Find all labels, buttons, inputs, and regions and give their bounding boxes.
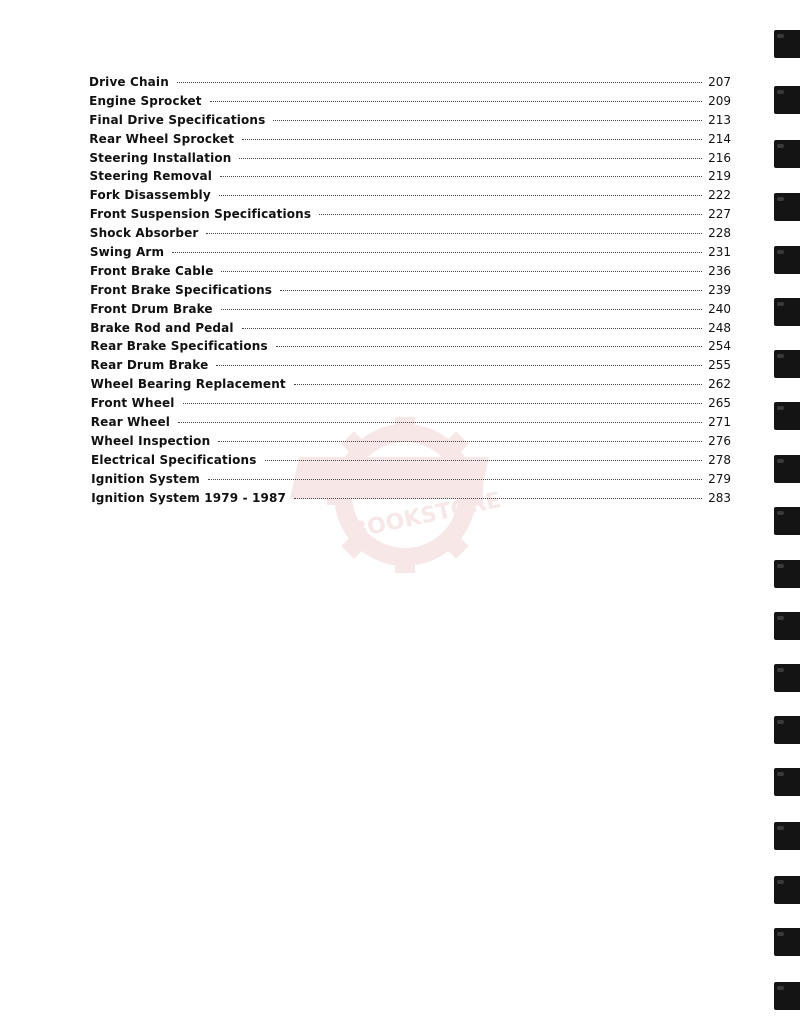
toc-entry-title[interactable]: Wheel Inspection (90, 433, 211, 448)
binding-hole (774, 612, 800, 640)
dot-leader (280, 290, 702, 291)
dot-leader (183, 403, 702, 404)
toc-entry-page[interactable]: 228 (708, 226, 731, 241)
toc-entry-title[interactable]: Wheel Bearing Replacement (90, 377, 286, 392)
dot-leader (242, 139, 702, 140)
toc-entry-page[interactable]: 214 (708, 131, 731, 146)
toc-entry-page[interactable]: 276 (708, 433, 731, 448)
dot-leader (208, 479, 702, 480)
dot-leader (239, 158, 702, 159)
toc-entry-title[interactable]: Front Brake Cable (90, 263, 214, 278)
toc-entry-title[interactable]: Shock Absorber (89, 226, 199, 241)
binding-hole (774, 876, 800, 904)
toc-entry-page[interactable]: 265 (708, 396, 731, 411)
dot-leader (265, 460, 702, 461)
toc-entry-title[interactable]: Rear Brake Specifications (90, 339, 268, 354)
dot-leader (177, 82, 702, 83)
toc-entry-page[interactable]: 219 (708, 169, 731, 184)
toc-entry[interactable] (90, 262, 731, 281)
toc-entry[interactable] (91, 356, 732, 375)
dot-leader (172, 252, 702, 253)
binding-hole (774, 246, 800, 274)
toc-entry-title[interactable]: Steering Installation (89, 150, 232, 165)
binding-hole (774, 664, 800, 692)
spiral-binding-strip (768, 0, 800, 1035)
binding-hole (774, 30, 800, 58)
binding-hole (774, 86, 800, 114)
binding-hole (774, 768, 800, 796)
toc-entry[interactable] (91, 394, 731, 413)
toc-entry[interactable] (91, 451, 731, 470)
toc-entry[interactable] (90, 319, 731, 338)
toc-entry[interactable] (90, 300, 731, 319)
binding-hole (774, 716, 800, 744)
toc-entry-title[interactable]: Fork Disassembly (89, 188, 211, 203)
dot-leader (216, 365, 702, 366)
toc-entry-title[interactable]: Brake Rod and Pedal (90, 320, 234, 335)
dot-leader (206, 233, 702, 234)
toc-entry-title[interactable]: Ignition System 1979 - 1987 (91, 490, 287, 505)
toc-entry[interactable] (89, 111, 731, 130)
toc-entry-page[interactable]: 209 (708, 93, 731, 108)
toc-entry[interactable] (90, 167, 732, 186)
binding-hole (774, 350, 800, 378)
watermark-text: BOOKSTORE (348, 487, 504, 545)
toc-entry-page[interactable]: 231 (708, 245, 731, 260)
toc-entry-title[interactable]: Electrical Specifications (91, 452, 257, 467)
toc-entry-page[interactable]: 236 (708, 263, 731, 278)
toc-entry-title[interactable]: Front Drum Brake (90, 301, 213, 316)
toc-entry-title[interactable]: Rear Drum Brake (90, 358, 209, 373)
toc-entry[interactable] (90, 205, 731, 224)
binding-hole (774, 822, 800, 850)
binding-hole (774, 982, 800, 1010)
toc-entry-title[interactable]: Final Drive Specifications (89, 112, 266, 127)
toc-entry[interactable] (90, 186, 731, 205)
toc-entry-page[interactable]: 213 (708, 112, 731, 127)
toc-entry-page[interactable]: 227 (708, 207, 731, 222)
toc-entry-title[interactable]: Steering Removal (89, 169, 213, 184)
toc-entry[interactable] (91, 413, 731, 432)
binding-hole (774, 560, 800, 588)
toc-entry[interactable] (89, 73, 731, 92)
dot-leader (178, 422, 702, 423)
toc-entry-page[interactable]: 262 (708, 377, 731, 392)
toc-entry-title[interactable]: Front Brake Specifications (90, 282, 273, 297)
binding-hole (774, 193, 800, 221)
dot-leader (294, 498, 702, 499)
toc-entry[interactable] (89, 92, 731, 111)
toc-entry-page[interactable]: 283 (708, 490, 731, 505)
toc-entry-page[interactable]: 271 (708, 415, 731, 430)
dot-leader (273, 120, 702, 121)
toc-entry[interactable] (89, 149, 731, 168)
toc-entry-page[interactable]: 254 (708, 339, 731, 354)
toc-entry-title[interactable]: Front Suspension Specifications (89, 207, 312, 222)
toc-entry-title[interactable]: Rear Wheel Sprocket (89, 131, 235, 146)
toc-entry-page[interactable]: 279 (708, 471, 731, 486)
table-of-contents (89, 73, 731, 507)
dot-leader (221, 271, 702, 272)
toc-entry-title[interactable]: Engine Sprocket (89, 93, 202, 108)
toc-entry[interactable] (90, 337, 731, 356)
toc-entry[interactable] (89, 130, 731, 149)
dot-leader (276, 346, 702, 347)
toc-entry-page[interactable]: 222 (708, 188, 731, 203)
dot-leader (319, 214, 702, 215)
toc-entry-page[interactable]: 207 (708, 75, 731, 89)
toc-entry-page[interactable]: 240 (708, 301, 731, 316)
toc-entry-page[interactable]: 239 (708, 282, 731, 297)
toc-entry-page[interactable]: 278 (708, 452, 731, 467)
toc-entry-title[interactable]: Ignition System (91, 471, 200, 486)
binding-hole (774, 928, 800, 956)
binding-hole (774, 140, 800, 168)
binding-hole (774, 455, 800, 483)
binding-hole (774, 507, 800, 535)
toc-entry[interactable] (90, 281, 731, 300)
toc-entry-title[interactable]: Front Wheel (90, 396, 175, 411)
binding-hole (774, 402, 800, 430)
toc-entry[interactable] (91, 489, 731, 508)
dot-leader (221, 309, 702, 310)
toc-entry[interactable] (91, 432, 731, 451)
dot-leader (218, 441, 702, 442)
toc-entry-title[interactable]: Rear Wheel (90, 415, 171, 430)
toc-entry[interactable] (90, 243, 731, 262)
dot-leader (219, 195, 702, 196)
dot-leader (294, 384, 702, 385)
toc-entry-page[interactable]: 248 (708, 320, 731, 335)
binding-hole (774, 298, 800, 326)
toc-entry-page[interactable]: 216 (708, 150, 731, 165)
dot-leader (210, 101, 702, 102)
toc-entry[interactable] (91, 470, 731, 489)
toc-entry[interactable] (91, 375, 731, 394)
dot-leader (220, 176, 702, 177)
toc-entry-title[interactable]: Drive Chain (89, 75, 169, 89)
toc-entry[interactable] (90, 224, 731, 243)
toc-entry-page[interactable]: 255 (708, 358, 731, 373)
toc-entry-title[interactable]: Swing Arm (89, 245, 165, 260)
dot-leader (242, 328, 702, 329)
